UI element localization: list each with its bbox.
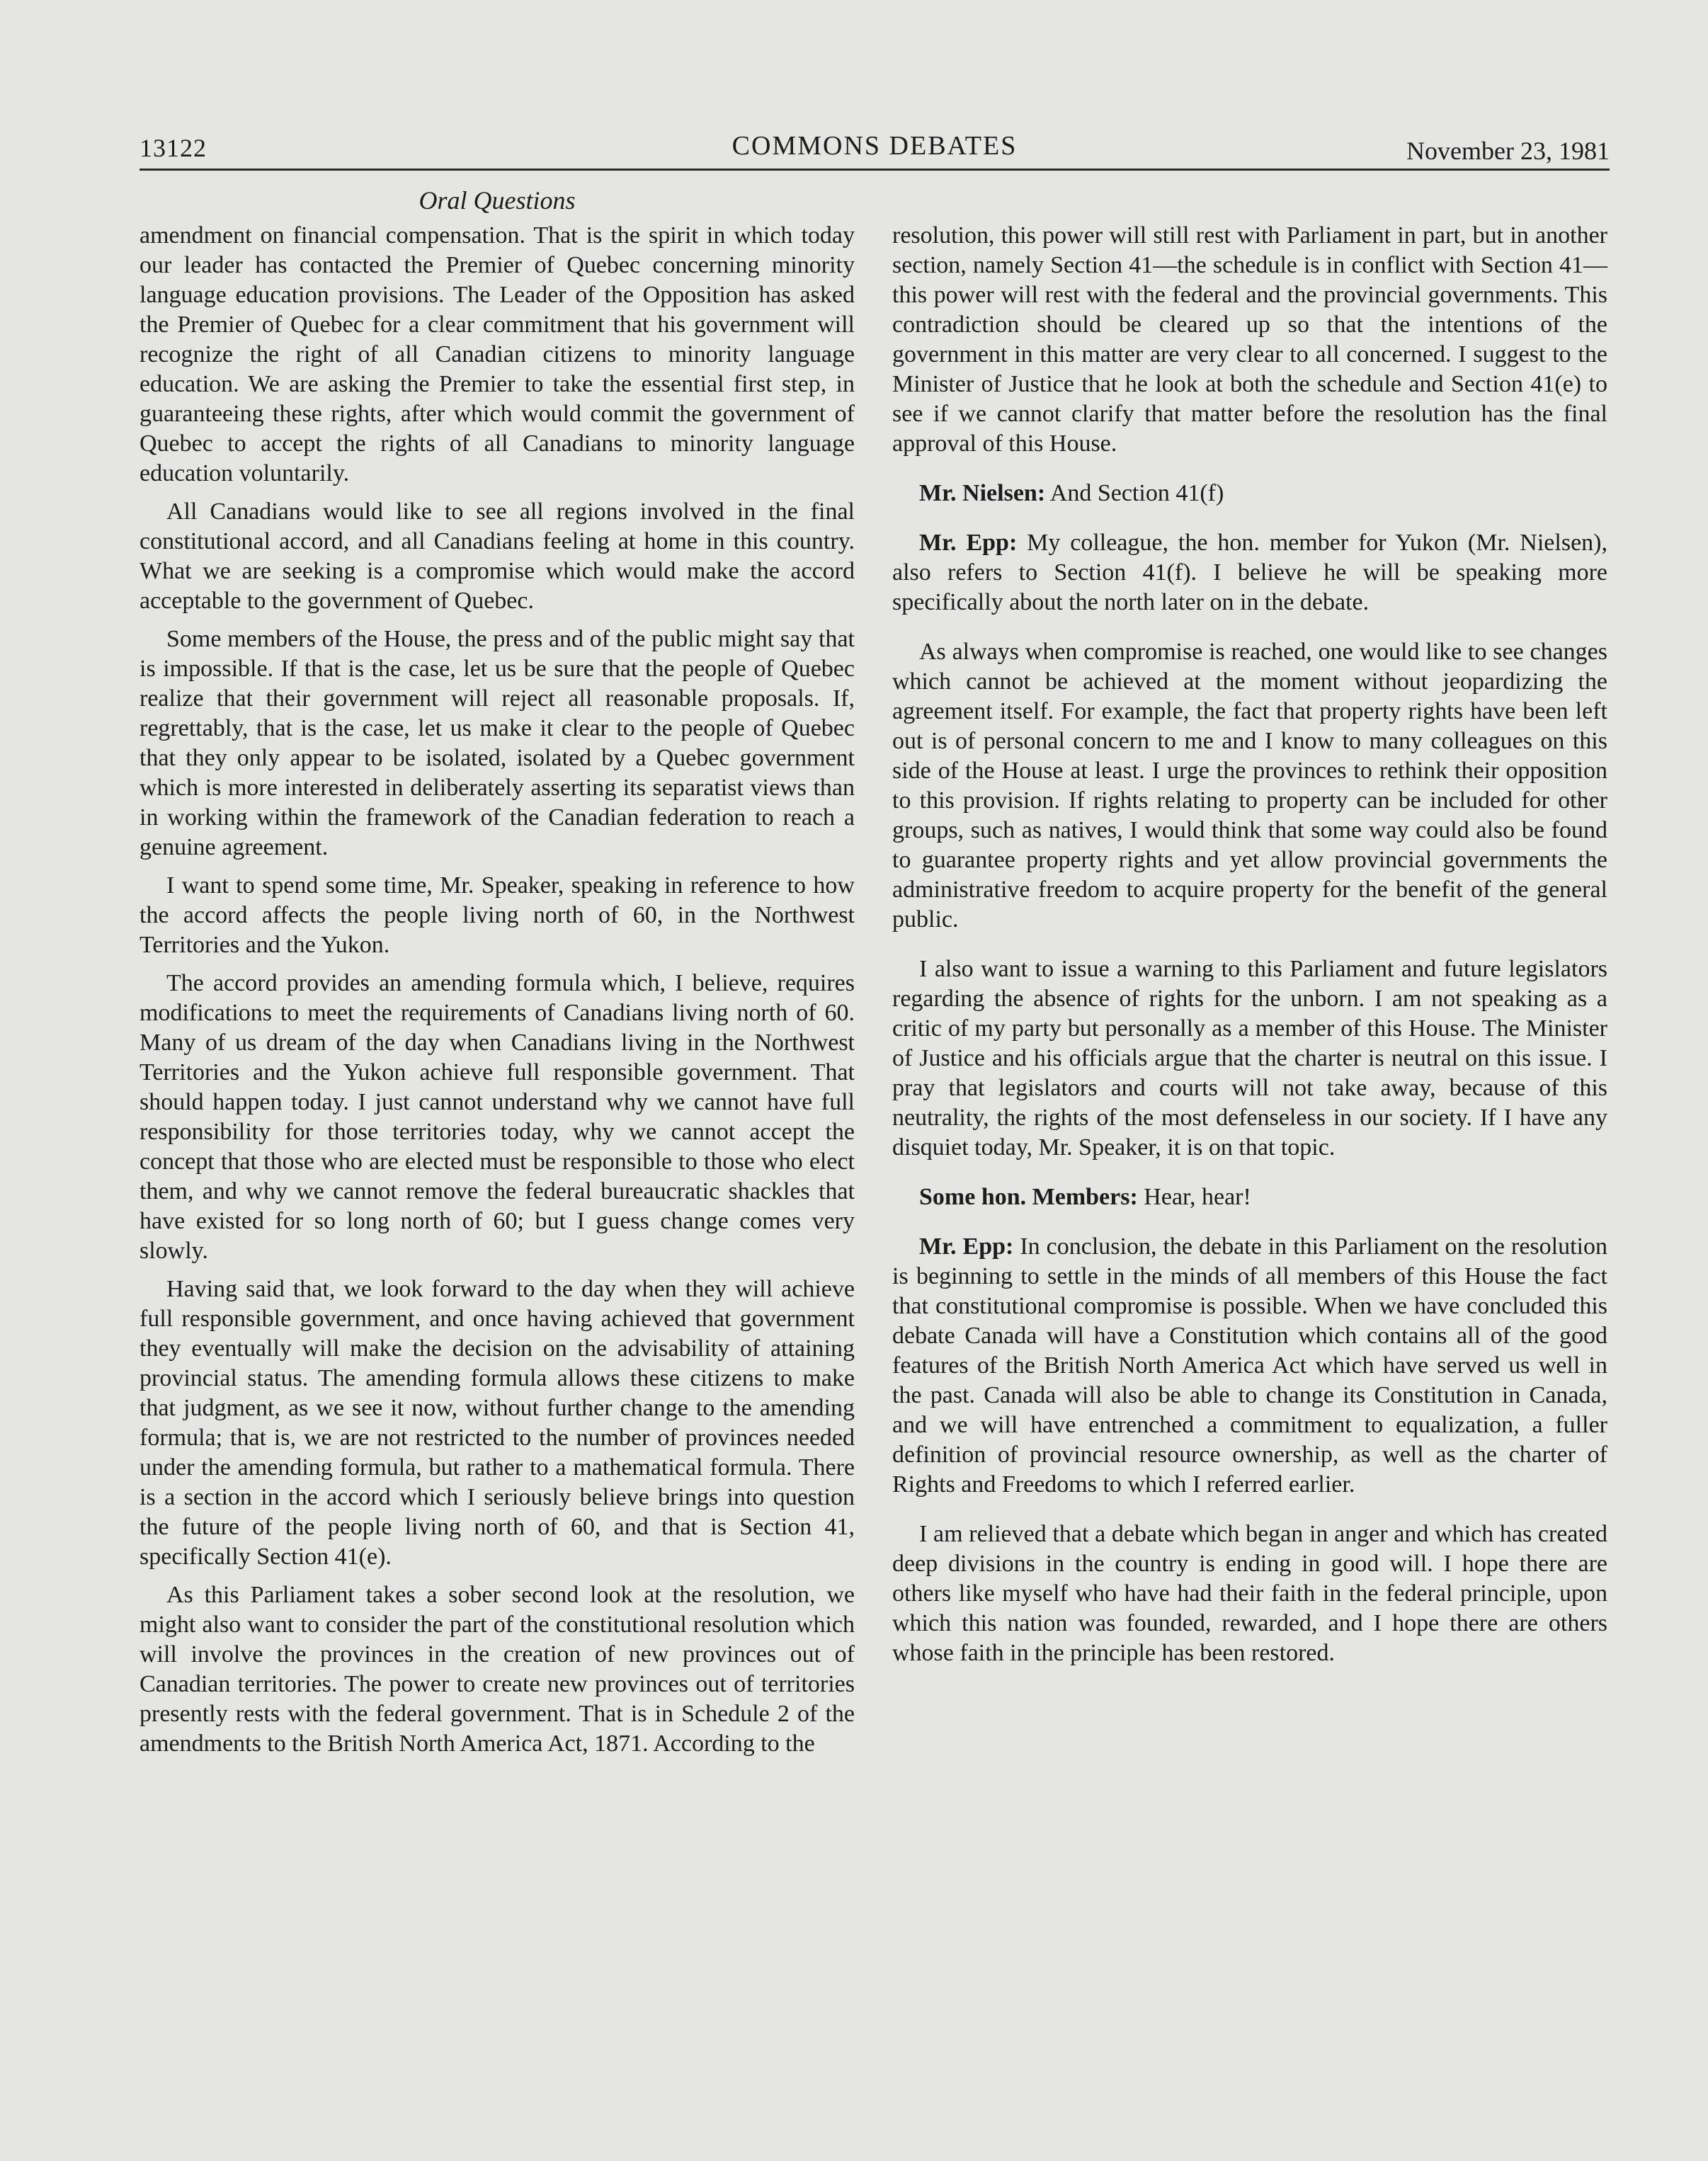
paragraph: The accord provides an amending formula which, I believe, requires modifications to meet the requirements of Canadians living north of 60. Many of us dream of the day when Canadians living in the Northwest Territories and the Yukon achieve full responsible government. That should happen today. I just cannot understand why we cannot have full responsibility for those territories today, why we cannot accept the concept that those who are elected must be responsible to those who elect them, and why we cannot remove the federal bureaucratic shackles that have existed for so long north of 60; but I guess change comes very slowly. <box>140 970 855 1264</box>
header-rule <box>140 169 1610 171</box>
speaker-name: Some hon. Members: <box>919 1184 1138 1210</box>
publication-date: November 23, 1981 <box>1406 137 1610 165</box>
page-header <box>140 127 1610 167</box>
speaker-name: Mr. Epp: <box>919 1233 1014 1260</box>
paragraph: As this Parliament takes a sober second look at the resolution, we might also want to consider the part of the constitutional resolution which will involve the provinces in the creation of new provinces out of Canadian territories. The power to create new provinces out of territories presently rests with the federal government. That is in Schedule 2 of the amendments to the British North America Act, 1871. According to the <box>140 1582 855 1757</box>
speech-text: Hear, hear! <box>1137 1184 1251 1210</box>
section-title: Oral Questions <box>419 186 576 215</box>
paragraph: I am relieved that a debate which began in anger and which has created deep divisions in the country is ending in good will. I hope there are others like myself who have had their faith in the federal principle, upon which this nation was founded, rewarded, and I hope there are others whose faith in the principle has been restored. <box>892 1521 1607 1666</box>
left-column <box>140 221 855 1767</box>
speech-members <box>892 1182 1607 1212</box>
speech-text: In conclusion, the debate in this Parliament on the resolution is beginning to settle in the minds of all members of this House the fact that constitutional compromise is possible. When we have concluded this debate Canada will have a Constitution which contains all of the good features of the British North America Act which have served us well in the past. Canada will also be able to change its Constitution in Canada, and we will have entrenched a commitment to equalization, a fuller definition of provincial resource ownership, as well as the charter of Rights and Freedoms to which I referred earlier. <box>892 1233 1607 1498</box>
paragraph: Some members of the House, the press and of the public might say that is impossible. If that is the case, let us be sure that the people of Quebec realize that their government will reject all reasonable proposals. If, regrettably, that is the case, let us make it clear to the people of Quebec that they only appear to be isolated, isolated by a Quebec government which is more interested in deliberately asserting its separatist views than in working within the framework of the Canadian federation to reach a genuine agreement. <box>140 626 855 860</box>
publication-title: COMMONS DEBATES <box>731 131 1018 161</box>
speech-nielsen <box>892 479 1607 508</box>
speech-epp <box>892 1232 1607 1500</box>
speaker-name: Mr. Epp: <box>919 530 1018 556</box>
right-column <box>892 221 1607 1677</box>
speech-epp <box>892 528 1607 617</box>
paragraph: I also want to issue a warning to this Parliament and future legislators regarding the absence of rights for the unborn. I am not speaking as a critic of my party but personally as a member of this House. The Minister of Justice and his officials argue that the charter is neutral on this issue. I pray that legislators and courts will not take away, because of this neutrality, the rights of the most defenseless in our society. If I have any disquiet today, Mr. Speaker, it is on that topic. <box>892 956 1607 1161</box>
paragraph: amendment on financial compensation. That is the spirit in which today our leader has contacted the Premier of Quebec concerning minority language education provisions. The Leader of the Opposition has asked the Premier of Quebec for a clear commitment that his government will recognize the right of all Canadian citizens to minority language education. We are asking the Premier to take the essential first step, in guaranteeing these rights, after which would commit the government of Quebec to accept the rights of all Canadians to minority language education voluntarily. <box>140 222 855 486</box>
paragraph: As always when compromise is reached, one would like to see changes which cannot be achieved at the moment without jeopardizing the agreement itself. For example, the fact that property rights have been left out is of personal concern to me and I know to many colleagues on this side of the House at least. I urge the provinces to rethink their opposition to this provision. If rights relating to property can be included for other groups, such as natives, I would think that some way could also be found to guarantee property rights and yet allow provincial governments the administrative freedom to acquire property for the benefit of the general public. <box>892 639 1607 933</box>
speech-text: And Section 41(f) <box>1045 480 1224 506</box>
paragraph: resolution, this power will still rest with Parliament in part, but in another section, namely Section 41—the schedule is in conflict with Section 41—this power will rest with the federal and the provincial governments. This contradiction should be cleared up so that the intentions of the government in this matter are very clear to all concerned. I suggest to the Minister of Justice that he look at both the schedule and Section 41(e) to see if we cannot clarify that matter before the resolution has the final approval of this House. <box>892 222 1607 457</box>
speaker-name: Mr. Nielsen: <box>919 480 1046 506</box>
page-number: 13122 <box>140 134 207 162</box>
paragraph: Having said that, we look forward to the day when they will achieve full responsible government, and once having achieved that government they eventually will make the decision on the advisability of attaining provincial status. The amending formula allows these citizens to make that judgment, as we see it now, without further change to the amending formula; that is, we are not restricted to the number of provinces needed under the amending formula, but rather to a mathematical formula. There is a section in the accord which I seriously believe brings into question the future of the people living north of 60, and that is Section 41, specifically Section 41(e). <box>140 1276 855 1570</box>
paragraph: I want to spend some time, Mr. Speaker, speaking in reference to how the accord affects the people living north of 60, in the Northwest Territories and the Yukon. <box>140 872 855 958</box>
paragraph: All Canadians would like to see all regions involved in the final constitutional accord, and all Canadians feeling at home in this country. What we are seeking is a compromise which would make the accord acceptable to the government of Quebec. <box>140 498 855 614</box>
speech-text: My colleague, the hon. member for Yukon (Mr. Nielsen), also refers to Section 41(f). I believe he will be speaking more specifically about the north later on in the debate. <box>892 530 1607 615</box>
